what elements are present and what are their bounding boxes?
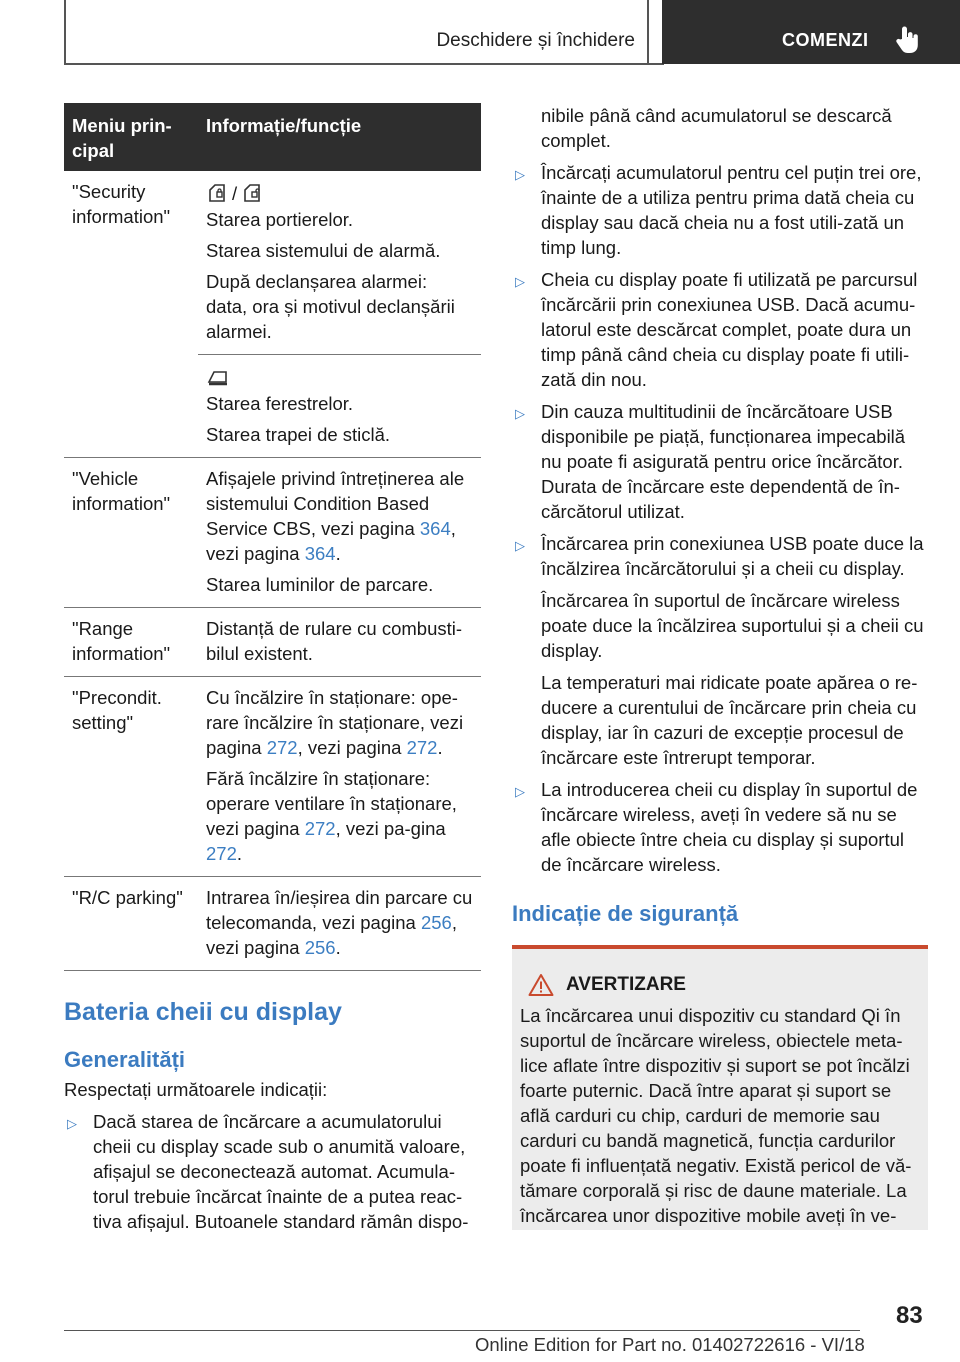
safety-subtitle: Indicație de siguranță — [512, 901, 739, 926]
table-row — [64, 608, 481, 677]
precondit-ventilation-text: Fără încălzire în staționare: operare ventilare în staționare, vezi pagina 272, vezi pa-gina 272. — [206, 768, 457, 864]
general-subtitle: Generalități — [64, 1047, 186, 1072]
page-number: 83 — [896, 1302, 923, 1329]
vehicle-cbs-text: Afișajele privind întreținerea ale sistemului Condition Based Service CBS, vezi pagina 364, vezi pagina 364. — [206, 468, 465, 564]
table-row — [64, 355, 481, 458]
footer-edition: Online Edition for Part no. 01402722616 - VI/18 — [475, 1334, 865, 1355]
security-doors-text: Starea portierelor. — [206, 209, 354, 230]
door-icons — [206, 179, 473, 207]
row-label-empty — [64, 355, 198, 458]
row-info-security-doors — [198, 171, 481, 355]
bullet-triangle-icon: ▷ — [515, 406, 525, 421]
door-unlocked-icon — [241, 182, 267, 204]
table-row — [64, 458, 481, 608]
list-item: ▷ Încărcarea prin conexiunea USB poate duce la încălzirea încărcătorului și a cheii cu display. — [515, 533, 924, 579]
list-item: ▷ Din cauza multitudinii de încărcătoare USB disponibile pe piață, funcționarea impecabilă nu poate fi asigurată pentru orice încărcător. Durata de încărcare este dependentă de în-cărcătorul utilizat. — [515, 401, 906, 522]
page-link[interactable]: 256 — [304, 937, 336, 958]
table-header-info: Informație/funcție — [198, 103, 481, 171]
warning-title: AVERTIZARE — [566, 974, 686, 995]
page-link[interactable]: 364 — [304, 543, 336, 564]
touch-hand-icon — [894, 25, 922, 55]
page-link[interactable]: 272 — [406, 737, 438, 758]
security-sunroof-text: Starea trapei de sticlă. — [206, 424, 391, 445]
security-alarm-trigger-text: După declanșarea alarmei: data, ora și motivul declanșării alarmei. — [206, 271, 455, 342]
bullet-triangle-icon: ▷ — [515, 784, 525, 799]
row-info-range — [198, 608, 481, 677]
left-column — [64, 103, 481, 1234]
header-section-title: Deschidere și închidere — [436, 30, 635, 51]
precondit-heating-text: Cu încălzire în staționare: ope-rare încălzire în staționare, vezi pagina 272, vezi pagina 272. — [206, 687, 464, 758]
page-link[interactable]: 272 — [206, 843, 237, 864]
door-locked-icon — [206, 182, 228, 204]
header-chapter-box — [662, 0, 960, 64]
page-link[interactable]: 256 — [420, 912, 452, 933]
page-link[interactable]: 272 — [266, 737, 298, 758]
warning-text: La încărcarea unui dispozitiv cu standard Qi în suportul de încărcare wireless, obiectele meta-lice aflate între dispozitiv și suport se pot încălzi foarte puternic. Dacă între aparat și suport se află carduri cu chip, carduri de memorie sau carduri cu bandă magnetică, funcția cardurilor poate fi influențată negativ. Există pericol de vă-tămare corporală și risc de daune materiale. La încărcarea unor dispozitive mobile aveți în ve- — [520, 1005, 912, 1226]
table-row — [64, 877, 481, 971]
footer-rule — [64, 1330, 860, 1331]
list-item: ▷ Dacă starea de încărcare a acumulatorului cheii cu display scade sub o anumită valoare, afișajul se deconectează automat. Acumula-torul trebuie încărcat înainte de a putea reac-tiva afișajul. Butoanele standard rămân dispo- — [67, 1111, 469, 1232]
intro-text: Respectați următoarele indicații: — [64, 1079, 328, 1100]
battery-section-title: Bateria cheii cu display — [64, 998, 342, 1026]
header-bottom-rule — [64, 63, 664, 65]
row-label-rc-parking: "R/C parking" — [64, 877, 198, 971]
header-chapter-label: COMENZI — [782, 30, 869, 50]
list-item-continuation: nibile până când acumulatorul se descarcă complet. — [541, 105, 892, 151]
list-item: ▷ Cheia cu display poate fi utilizată pe parcursul încărcării prin conexiunea USB. Dacă acumu-latorul este descărcat complet, poate dura un timp până când cheia cu display poate fi utili-zată din nou. — [515, 269, 918, 390]
header-right-rule — [647, 0, 649, 64]
list-item-paragraph: La temperaturi mai ridicate poate apărea o re-ducere a curentului de încărcare prin cheia cu display, iar în cazuri de excepție procesul de încărcare este întrerupt temporar. — [541, 672, 918, 768]
list-item-paragraph: Încărcarea în suportul de încărcare wireless poate duce la încălzirea suportului și a cheii cu display. — [541, 590, 924, 661]
security-windows-text: Starea ferestrelor. — [206, 393, 354, 414]
row-info-vehicle — [198, 458, 481, 608]
row-label-precondit: "Precondit. setting" — [64, 677, 198, 877]
page-link[interactable]: 272 — [304, 818, 336, 839]
vehicle-parking-lights-text: Starea luminilor de parcare. — [206, 574, 434, 595]
window-icon — [206, 366, 230, 388]
row-label-vehicle: "Vehicle information" — [64, 458, 198, 608]
range-text: Distanță de rulare cu combusti-bilul existent. — [206, 618, 463, 664]
bullet-triangle-icon: ▷ — [515, 167, 525, 182]
table-row — [64, 677, 481, 877]
table-header-row — [64, 103, 481, 171]
security-alarm-text: Starea sistemului de alarmă. — [206, 240, 441, 261]
table-row — [64, 171, 481, 355]
row-label-range: "Range information" — [64, 608, 198, 677]
right-column — [512, 103, 928, 1230]
bullet-triangle-icon: ▷ — [515, 274, 525, 289]
rc-parking-text: Intrarea în/ieșirea din parcare cu telecomanda, vezi pagina 256, vezi pagina 256. — [206, 887, 473, 958]
warning-title-row — [520, 973, 920, 997]
table-header-menu: Meniu prin- cipal — [64, 103, 198, 171]
row-info-precondit — [198, 677, 481, 877]
header-left-rule — [64, 0, 66, 64]
warning-triangle-icon — [528, 973, 554, 997]
list-item: ▷ Încărcați acumulatorul pentru cel puțin trei ore, înainte de a utiliza pentru prima dată cheia cu display sau dacă cheia nu a fost utili-zată un timp lung. — [515, 162, 922, 258]
main-menu-table — [64, 103, 481, 971]
row-info-security-windows — [198, 355, 481, 458]
warning-box — [512, 945, 928, 1230]
bullet-triangle-icon: ▷ — [67, 1116, 77, 1131]
row-info-rc-parking — [198, 877, 481, 971]
list-item: ▷ La introducerea cheii cu display în suportul de încărcare wireless, aveți în vedere să nu se afle obiecte între cheia cu display și suportul de încărcare wireless. — [515, 779, 918, 875]
door-icons-separator: / — [232, 182, 238, 204]
bullet-triangle-icon: ▷ — [515, 538, 525, 553]
window-icon-row — [206, 363, 473, 391]
row-label-security: "Security information" — [72, 181, 171, 227]
page-link[interactable]: 364 — [419, 518, 451, 539]
